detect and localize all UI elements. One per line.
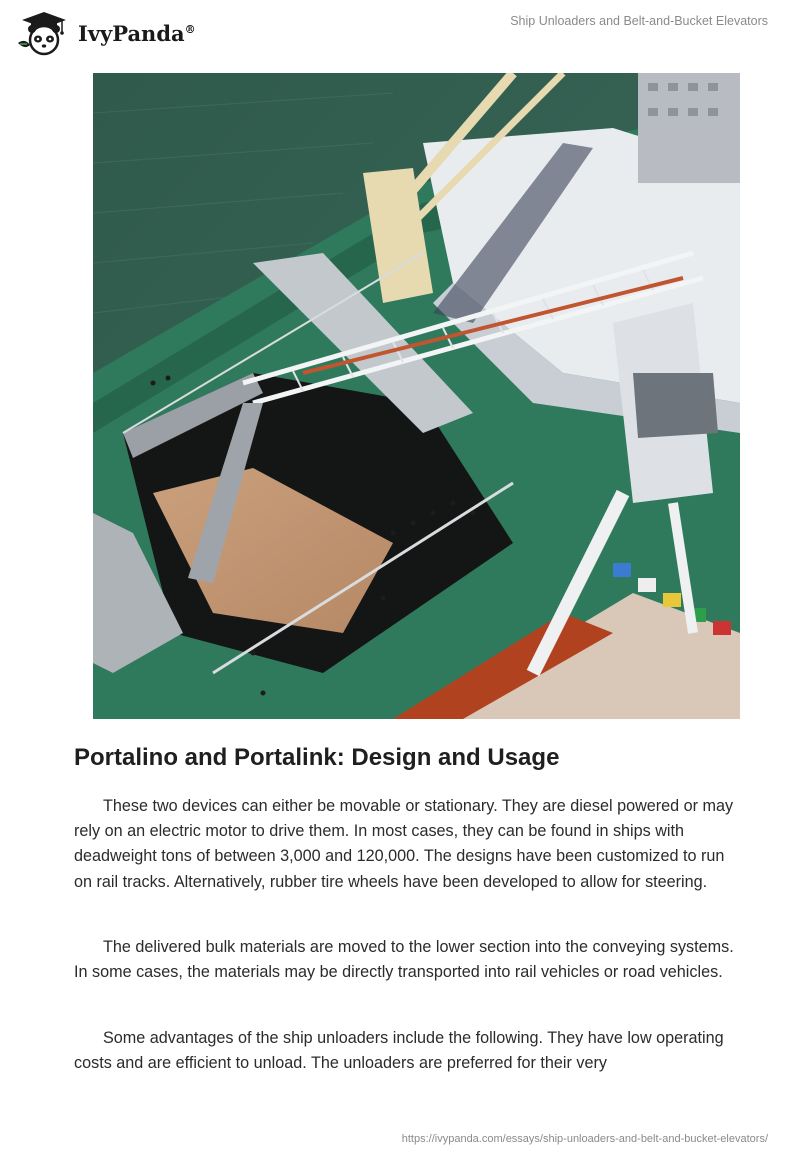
page-header	[0, 0, 800, 60]
paragraph-2: The delivered bulk materials are moved to the lower section into the conveying systems. In some cases, the materials may be directly transported into rail vehicles or road vehicles.	[74, 938, 734, 982]
section-heading: Portalino and Portalink: Design and Usage	[74, 744, 560, 771]
paragraph-3: Some advantages of the ship unloaders include the following. They have low operating costs and are efficient to unload. The unloaders are preferred for their very	[74, 1029, 724, 1073]
source-url[interactable]: https://ivypanda.com/essays/ship-unloaders-and-belt-and-bucket-elevators/	[401, 1133, 768, 1145]
paragraph-1: These two devices can either be movable or stationary. They are diesel powered or may rely on an electric motor to drive them. In most cases, they can be found in ships with deadweight tons of between 3,000 and 120,000. The designs have been customized to run on rail tracks. Alternatively, rubber tire wheels have been developed to allow for steering.	[74, 797, 734, 891]
panda-graduate-icon	[16, 10, 72, 56]
ship-unloader-illustration	[93, 73, 740, 719]
document-title: Ship Unloaders and Belt-and-Bucket Elevators	[510, 14, 768, 28]
ivypanda-logo[interactable]	[16, 10, 196, 56]
ship-unloader-photo	[93, 73, 740, 719]
brand-name: IvyPanda®	[78, 20, 196, 46]
